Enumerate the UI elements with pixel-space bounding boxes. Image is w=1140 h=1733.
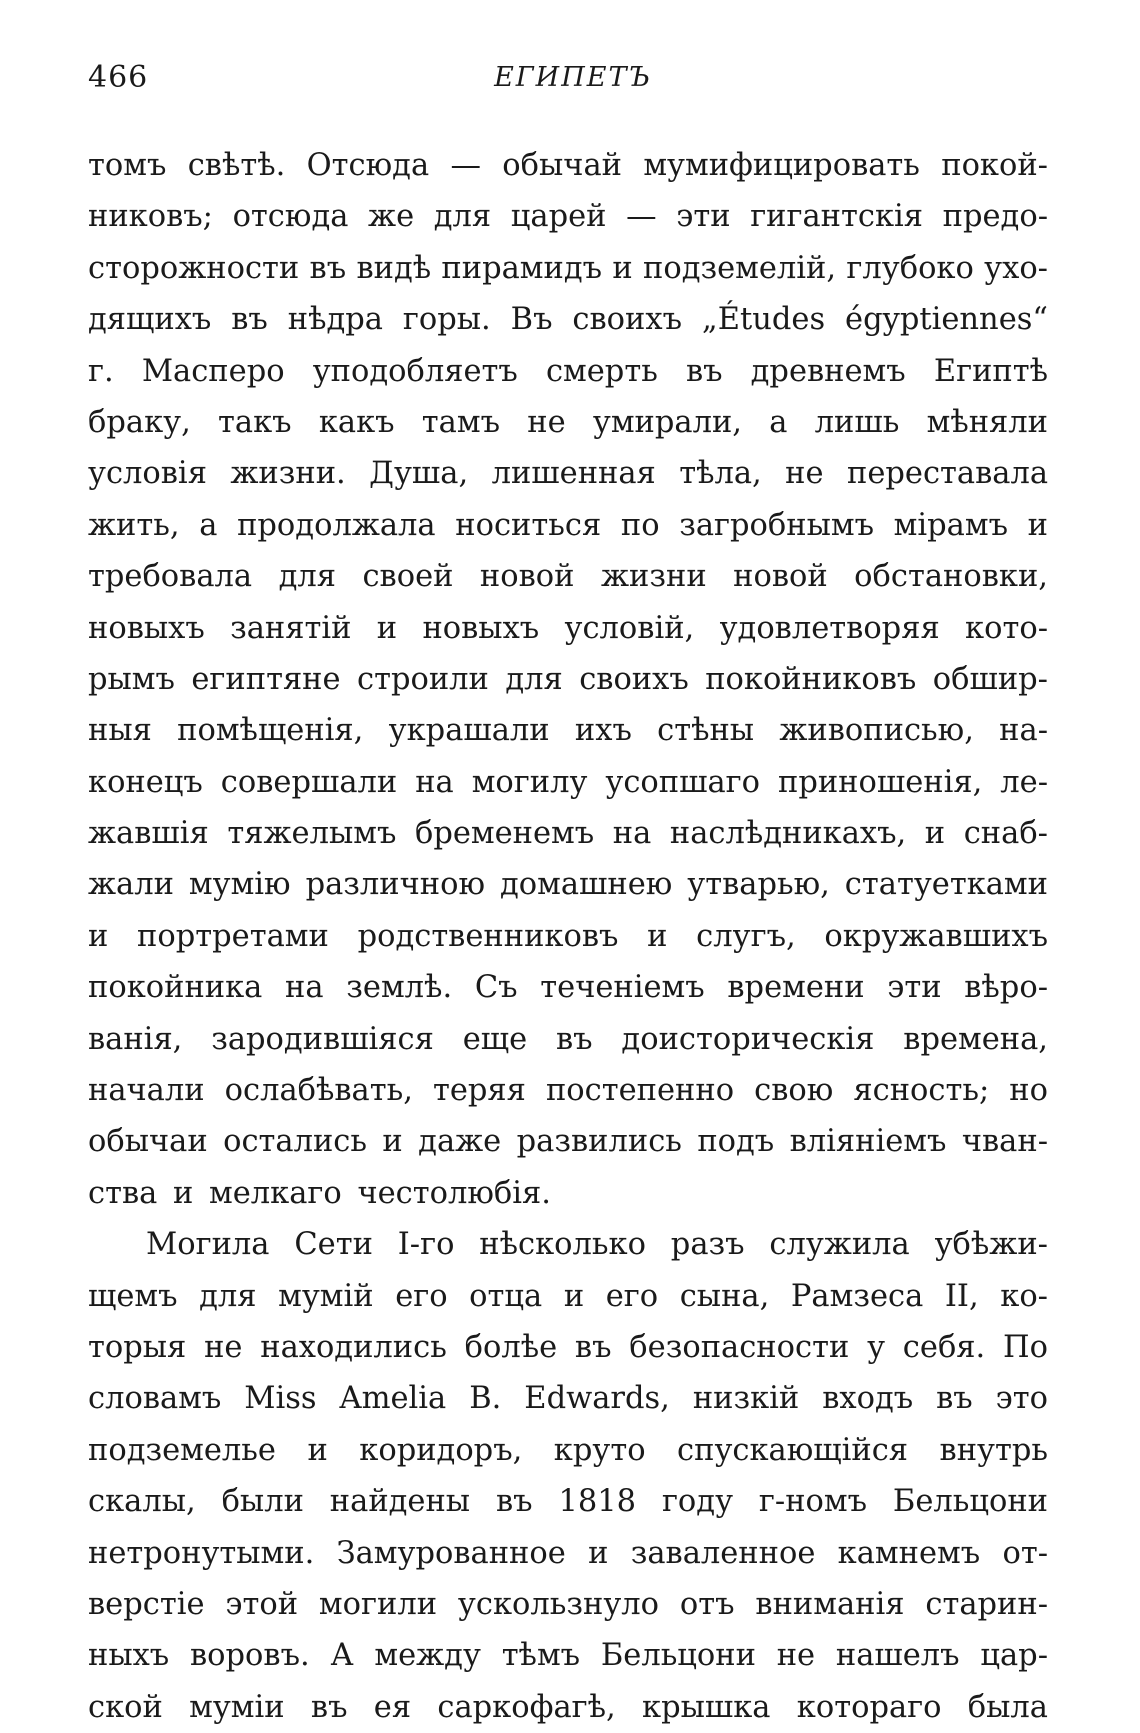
text-line: жали мумію различною домашнею утварью, статуетками xyxy=(88,867,1048,903)
text-line: браку, такъ какъ тамъ не умирали, а лишь мѣняли xyxy=(88,404,1048,440)
page-header xyxy=(88,60,1058,100)
text-line: требовала для своей новой жизни новой обстановки, xyxy=(88,559,1048,595)
text-line: словамъ Miss Amelia B. Edwards, низкій входъ въ это xyxy=(88,1381,1048,1417)
text-line: ства и мелкаго честолюбія. xyxy=(88,1175,551,1211)
text-line: начали ослабѣвать, теряя постепенно свою ясность; но xyxy=(88,1073,1048,1109)
text-line: и портретами родственниковъ и слугъ, окружавшихъ xyxy=(88,918,1048,954)
text-line: новыхъ занятій и новыхъ условій, удовлетворяя кото- xyxy=(88,610,1048,646)
body-text xyxy=(88,140,1048,1733)
text-line: нетронутыми. Замурованное и заваленное камнемъ от- xyxy=(88,1535,1048,1571)
text-line: томъ свѣтѣ. Отсюда — обычай мумифицировать покой- xyxy=(88,148,1048,183)
text-line: никовъ; отсюда же для царей — эти гигантскія предо- xyxy=(88,199,1048,235)
text-line: рымъ египтяне строили для своихъ покойниковъ обшир- xyxy=(88,661,1048,697)
running-title: ЕГИПЕТЪ xyxy=(494,62,652,93)
text-line: жавшія тяжелымъ бременемъ на наслѣдникахъ, и снаб- xyxy=(88,816,1048,852)
text-line: ской муміи въ ея саркофагѣ, крышка котораго была xyxy=(88,1689,1048,1725)
text-line: Могила Сети I-го нѣсколько разъ служила убѣжи- xyxy=(146,1227,1048,1263)
text-line: верстіе этой могили ускользнуло отъ вниманія старин- xyxy=(88,1586,1048,1622)
text-line: условія жизни. Душа, лишенная тѣла, не переставала xyxy=(88,456,1048,492)
text-line: торыя не находились болѣе въ безопасности у себя. По xyxy=(88,1329,1048,1365)
text-line: сторожности въ видѣ пирамидъ и подземелій, глубоко ухо- xyxy=(88,250,1048,286)
text-line: подземелье и коридоръ, круто спускающійся внутрь xyxy=(88,1432,1048,1468)
text-line: г. Масперо уподобляетъ смерть въ древнемъ Египтѣ xyxy=(88,353,1048,389)
text-line: ныхъ воровъ. А между тѣмъ Бельцони не нашелъ цар- xyxy=(88,1638,1048,1674)
text-line: обычаи остались и даже развились подъ вліяніемъ чван- xyxy=(88,1124,1048,1160)
text-line: ныя помѣщенія, украшали ихъ стѣны живописью, на- xyxy=(88,713,1048,749)
text-line: ванія, зародившіяся еще въ доисторическія времена, xyxy=(88,1021,1048,1057)
text-line: конецъ совершали на могилу усопшаго приношенія, ле- xyxy=(88,764,1048,800)
paragraph-2 xyxy=(88,1219,1048,1733)
text-line: щемъ для мумій его отца и его сына, Рамзеса II, ко- xyxy=(88,1278,1048,1314)
page-number: 466 xyxy=(88,60,149,95)
text-line: жить, а продолжала носиться по загробнымъ мірамъ и xyxy=(88,507,1048,543)
text-line: скалы, были найдены въ 1818 году г-номъ Бельцони xyxy=(88,1484,1048,1520)
text-line: дящихъ въ нѣдра горы. Въ своихъ „Études égyptiennes“ xyxy=(88,302,1048,338)
paragraph-1 xyxy=(88,140,1048,1219)
text-line: покойника на землѣ. Съ теченіемъ времени эти вѣро- xyxy=(88,970,1048,1006)
